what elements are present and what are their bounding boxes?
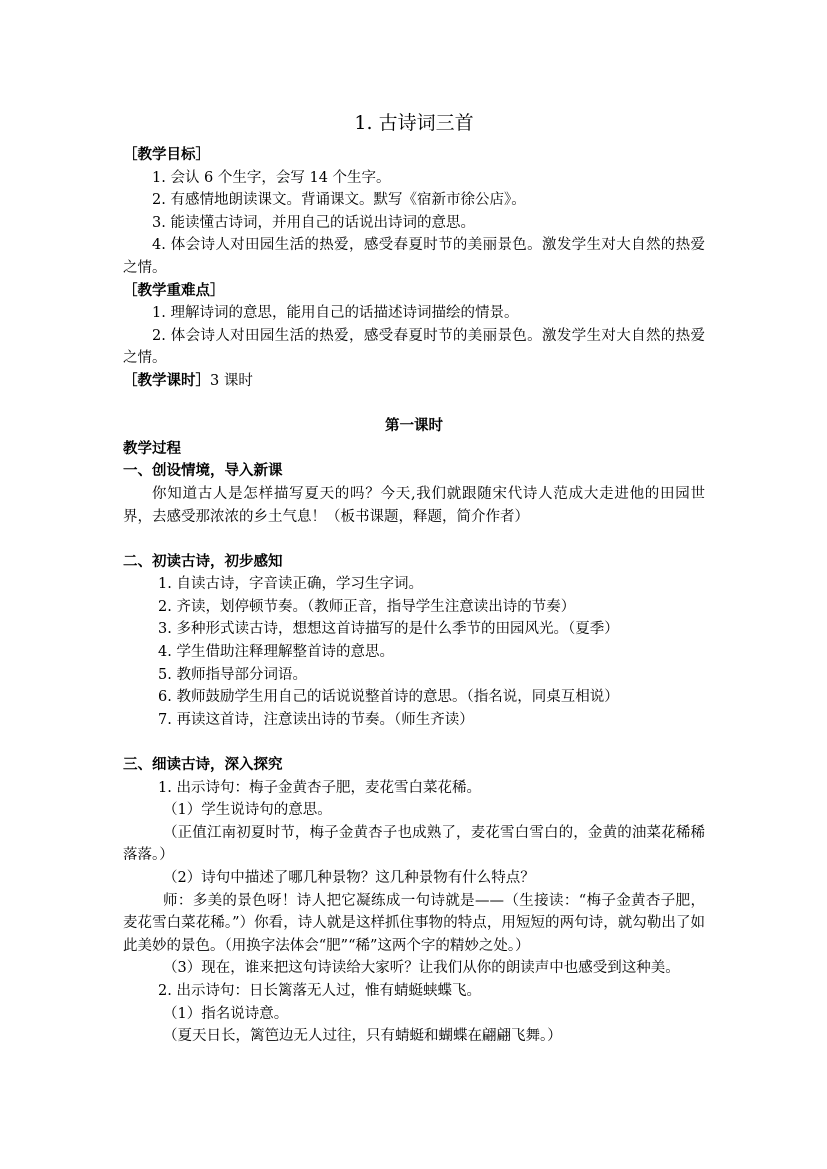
section-2-item: 6. 教师鼓励学生用自己的话说说整首诗的意思。（指名说，同桌互相说） [158, 689, 619, 706]
section-3-subitem: （1）指名说诗意。 [163, 1005, 289, 1022]
section-2-item: 1. 自读古诗，字音读正确，学习生字词。 [158, 576, 423, 593]
section-3-subitem: （3）现在，谁来把这句诗读给大家听？让我们从你的朗读声中也感受到这种美。 [163, 960, 680, 977]
section-2-item: 3. 多种形式读古诗，想想这首诗描写的是什么季节的田园风光。（夏季） [158, 621, 619, 638]
document-page [123, 108, 705, 1048]
objective-item: 2. 有感情地朗读课文。背诵课文。默写《宿新市徐公店》。 [152, 192, 526, 209]
lesson-hours-value: 3 课时 [210, 372, 253, 389]
teacher-text: 师：多美的景色呀！诗人把它凝练成一句诗就是——（生接读：“梅子金黄杏子肥，麦花雪白菜花稀。”）你看，诗人就是这样抓住事物的特点，用短短的两句诗，就勾勒出了如此美妙的景色。（用换字法体会“肥”“稀”这两个字的精妙之处。） [123, 892, 705, 954]
section-3-answer: （正值江南初夏时节，梅子金黄杏子也成熟了，麦花雪白雪白的，金黄的油菜花稀稀落落。） [123, 824, 705, 864]
spacer [123, 528, 705, 551]
objective-item: 4. 体会诗人对田园生活的热爱，感受春夏时节的美丽景色。激发学生对大自然的热爱之情。 [123, 237, 705, 276]
lesson-one-heading: 第一课时 [385, 417, 443, 435]
section-1-heading: 一、创设情境，导入新课 [123, 462, 283, 480]
key-point-item: 1. 理解诗词的意思，能用自己的话描述诗词描绘的情景。 [152, 305, 519, 322]
section-3-subitem: （1）学生说诗句的意思。 [163, 802, 332, 819]
lesson-hours-heading: ［教学课时］ [123, 371, 210, 389]
key-point-item: 2. 体会诗人对田园生活的热爱，感受春夏时节的美丽景色。激发学生对大自然的热爱之情。 [123, 327, 705, 367]
key-points-heading: ［教学重难点］ [123, 281, 225, 299]
section-2-item: 4. 学生借助注释理解整首诗的意思。 [158, 644, 394, 661]
section-2-heading: 二、初读古诗，初步感知 [123, 552, 283, 570]
section-2-item: 5. 教师指导部分词语。 [158, 666, 307, 683]
objective-item: 1. 会认 6 个生字，会写 14 个生字。 [152, 169, 391, 186]
spacer [123, 731, 705, 754]
section-3-item: 1. 出示诗句：梅子金黄杏子肥，麦花雪白菜花稀。 [158, 779, 481, 796]
section-2-item: 2. 齐读，划停顿节奏。（教师正音，指导学生注意读出诗的节奏） [158, 598, 576, 615]
section-1-text: 你知道古人是怎样描写夏天的吗？今天,我们就跟随宋代诗人范成大走进他的田园世界，去感受那浓浓的乡土气息！（板书课题，释题，简介作者） [123, 485, 705, 525]
section-2-item: 7. 再读这首诗，注意读出诗的节奏。（师生齐读） [158, 711, 474, 728]
objectives-heading: ［教学目标］ [123, 146, 210, 163]
section-3-subitem: （2）诗句中描述了哪几种景物？这几种景物有什么特点？ [163, 870, 535, 886]
document-title: 1. 古诗词三首 [354, 112, 474, 134]
process-heading: 教学过程 [123, 439, 181, 457]
section-3-heading: 三、细读古诗，深入探究 [123, 756, 283, 774]
section-3-item: 2. 出示诗句：日长篱落无人过，惟有蜻蜓蛱蝶飞。 [158, 982, 481, 999]
lesson-hours [123, 370, 705, 393]
spacer [123, 393, 705, 416]
objective-item: 3. 能读懂古诗词，并用自己的话说出诗词的意思。 [152, 214, 475, 231]
section-3-answer: （夏天日长，篱笆边无人过往，只有蜻蜓和蝴蝶在翩翩飞舞。） [163, 1028, 562, 1045]
